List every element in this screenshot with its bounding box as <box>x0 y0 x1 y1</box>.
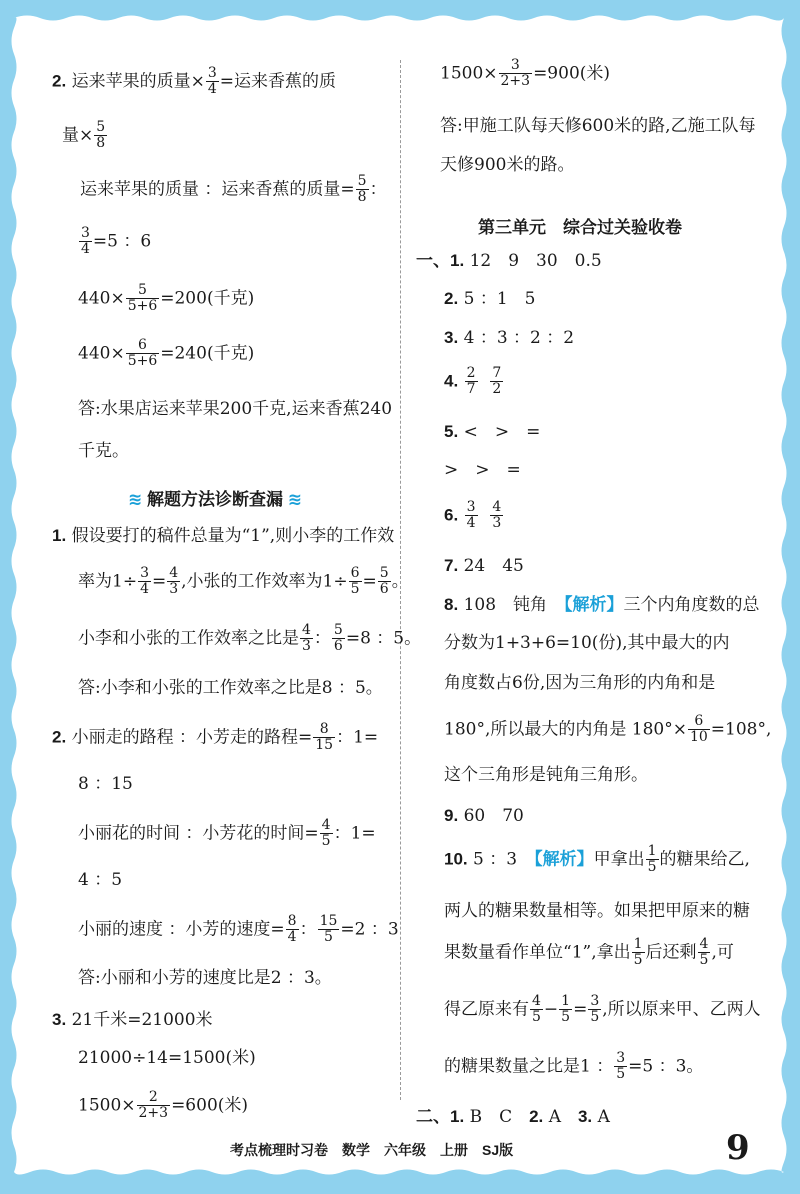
p1-item9: 9. 60 70 <box>444 806 524 826</box>
fraction: $\frac{2}{2+3}$ <box>138 1089 169 1122</box>
s3-line3: 1500× $\frac{2}{2+3}$ =600(米) <box>78 1089 249 1122</box>
s3-line2: 21000÷14=1500(米) <box>78 1048 256 1068</box>
p1-item4: 4. $\frac{2}{7}$ $\frac{7}{2}$ <box>444 365 502 398</box>
q2-answer-line2: 千克。 <box>78 441 129 461</box>
s2-line5: 小丽的速度 ：小芳的速度= $\frac{8}{4}$ ： $\frac{15}{5}$ =2 ：3 <box>78 913 399 946</box>
p1-item5b: > > = <box>444 460 521 480</box>
p1-item8-line4: 180°,所以最大的内角是 180°× $\frac{6}{10}$ =108°, <box>444 713 772 746</box>
s2-answer: 答:小丽和小芳的速度比是2 ：3。 <box>78 968 332 988</box>
s2-line1: 2. 小丽走的路程 ：小芳走的路程= $\frac{8}{15}$ ：1= <box>52 721 379 754</box>
fraction: $\frac{1}{5}$ <box>647 843 657 876</box>
fraction: $\frac{8}{4}$ <box>287 913 297 946</box>
p1-item3: 3. 4 ：3 ：2 ：2 <box>444 328 575 348</box>
s3-line1: 3. 21千米=21000米 <box>52 1010 213 1030</box>
unit-title: 第三单元 综合过关验收卷 <box>478 218 682 237</box>
fraction: $\frac{3}{5}$ <box>590 993 600 1026</box>
wave-icon: ≋ <box>128 490 143 509</box>
fraction: $\frac{1}{5}$ <box>561 993 571 1026</box>
r-answer-line2: 天修900米的路。 <box>440 155 575 175</box>
wave-icon: ≋ <box>287 490 302 509</box>
p2-answers: 二、1. B C 2. A 3. A <box>416 1107 610 1127</box>
p1-item10-line2: 两人的糖果数量相等。如果把甲原来的糖 <box>444 901 750 921</box>
fraction: $\frac{5}{5+6}$ <box>127 282 158 315</box>
p1-item5a: 5. < > = <box>444 422 541 442</box>
footer-text: 考点梳理时习卷 数学 六年级 上册 SJ版 <box>230 1142 514 1158</box>
fraction: $\frac{3}{4}$ <box>466 499 476 532</box>
s1-line2: 率为1÷ $\frac{3}{4}$ = $\frac{4}{3}$ ,小张的工作效率为1÷ $\frac{6}{5}$ = $\frac{5}{6}$ 。 <box>78 565 409 598</box>
q2-line1: 2. 运来苹果的质量× $\frac{3}{4}$ =运来香蕉的质 <box>52 65 337 98</box>
analysis-tag: 【解析】 <box>534 849 594 869</box>
fraction: $\frac{4}{3}$ <box>169 565 179 598</box>
fraction: $\frac{6}{5+6}$ <box>127 337 158 370</box>
fraction: $\frac{3}{4}$ <box>140 565 149 598</box>
s1-line1: 1. 假设要打的稿件总量为“1”,则小李的工作效 <box>52 526 395 546</box>
fraction: $\frac{4}{3}$ <box>492 499 502 532</box>
section-title: ≋ 解题方法诊断查漏 ≋ <box>128 490 302 509</box>
fraction: $\frac{5}{8}$ <box>357 173 367 206</box>
p1-item2: 2. 5 ：1 5 <box>444 289 536 309</box>
q2-label: 2. <box>52 71 67 91</box>
p1-item7: 7. 24 45 <box>444 556 524 576</box>
p1-item8-line5: 这个三角形是钝角三角形。 <box>444 765 648 785</box>
p1-item8-line3: 角度数占6份,因为三角形的内角和是 <box>444 673 716 693</box>
r-line1: 1500× $\frac{3}{2+3}$ =900(米) <box>440 57 611 90</box>
fraction: $\frac{4}{5}$ <box>699 936 709 969</box>
fraction: $\frac{8}{15}$ <box>315 721 334 754</box>
fraction: $\frac{1}{5}$ <box>633 936 643 969</box>
fraction: $\frac{5}{8}$ <box>96 119 106 152</box>
p1-item1: 一、1. 12 9 30 0.5 <box>416 251 602 271</box>
p1-item10-line4: 得乙原来有 $\frac{4}{5}$ − $\frac{1}{5}$ = $\frac{3}{5}$ ,所以原来甲、乙两人 <box>444 993 761 1026</box>
fraction: $\frac{5}{6}$ <box>333 622 343 655</box>
fraction: $\frac{6}{10}$ <box>689 713 708 746</box>
q2-answer-line1: 答:水果店运来苹果200千克,运来香蕉240 <box>78 399 393 419</box>
s2-line4: 4 ：5 <box>78 870 123 890</box>
p1-item10-line1: 10. 5 ：3 【解析】甲拿出 $\frac{1}{5}$ 的糖果给乙, <box>444 843 750 876</box>
q2-line6: 440× $\frac{6}{5+6}$ =240(千克) <box>78 337 255 370</box>
p1-item10-line5: 的糖果数量之比是1 ： $\frac{3}{5}$ =5 ：3。 <box>444 1050 704 1083</box>
fraction: $\frac{3}{2+3}$ <box>500 57 531 90</box>
analysis-tag: 【解析】 <box>564 595 624 614</box>
p1-item8-line2: 分数为1+3+6=10(份),其中最大的内 <box>444 633 730 653</box>
s2-line2: 8 ：15 <box>78 774 133 794</box>
s1-answer: 答:小李和小张的工作效率之比是8 ：5。 <box>78 678 383 698</box>
fraction: $\frac{15}{5}$ <box>319 913 338 946</box>
r-answer-line1: 答:甲施工队每天修600米的路,乙施工队每 <box>440 116 756 136</box>
fraction: $\frac{3}{4}$ <box>81 225 90 258</box>
p1-item10-line3: 果数量看作单位“1”,拿出 $\frac{1}{5}$ 后还剩 $\frac{4}{5}$ ,可 <box>444 936 734 969</box>
q2-line5: 440× $\frac{5}{5+6}$ =200(千克) <box>78 282 255 315</box>
fraction: $\frac{4}{5}$ <box>532 993 541 1026</box>
q2-line3: 运来苹果的质量 ：运来香蕉的质量= $\frac{5}{8}$ ： <box>80 173 387 206</box>
q2-line4: $\frac{3}{4}$ =5 ：6 <box>81 225 152 258</box>
p1-item8-line1: 8. 108 钝角 【解析】三个内角度数的总 <box>444 595 760 615</box>
fraction: $\frac{5}{6}$ <box>379 565 389 598</box>
q2-line2: 量× $\frac{5}{8}$ <box>62 119 106 152</box>
page-number: 9 <box>726 1128 750 1168</box>
s2-line3: 小丽花的时间 ：小芳花的时间= $\frac{4}{5}$ ：1= <box>78 817 376 850</box>
s1-line3: 小李和小张的工作效率之比是 $\frac{4}{3}$ ： $\frac{5}{6}$ =8 ：5。 <box>78 622 422 655</box>
fraction: $\frac{4}{5}$ <box>321 817 331 850</box>
fraction: $\frac{3}{4}$ <box>207 65 217 98</box>
fraction: $\frac{2}{7}$ <box>466 365 476 398</box>
fraction: $\frac{7}{2}$ <box>492 365 502 398</box>
fraction: $\frac{3}{5}$ <box>616 1050 626 1083</box>
fraction: $\frac{6}{5}$ <box>350 565 360 598</box>
p1-item6: 6. $\frac{3}{4}$ $\frac{4}{3}$ <box>444 499 502 532</box>
fraction: $\frac{4}{3}$ <box>302 622 311 655</box>
